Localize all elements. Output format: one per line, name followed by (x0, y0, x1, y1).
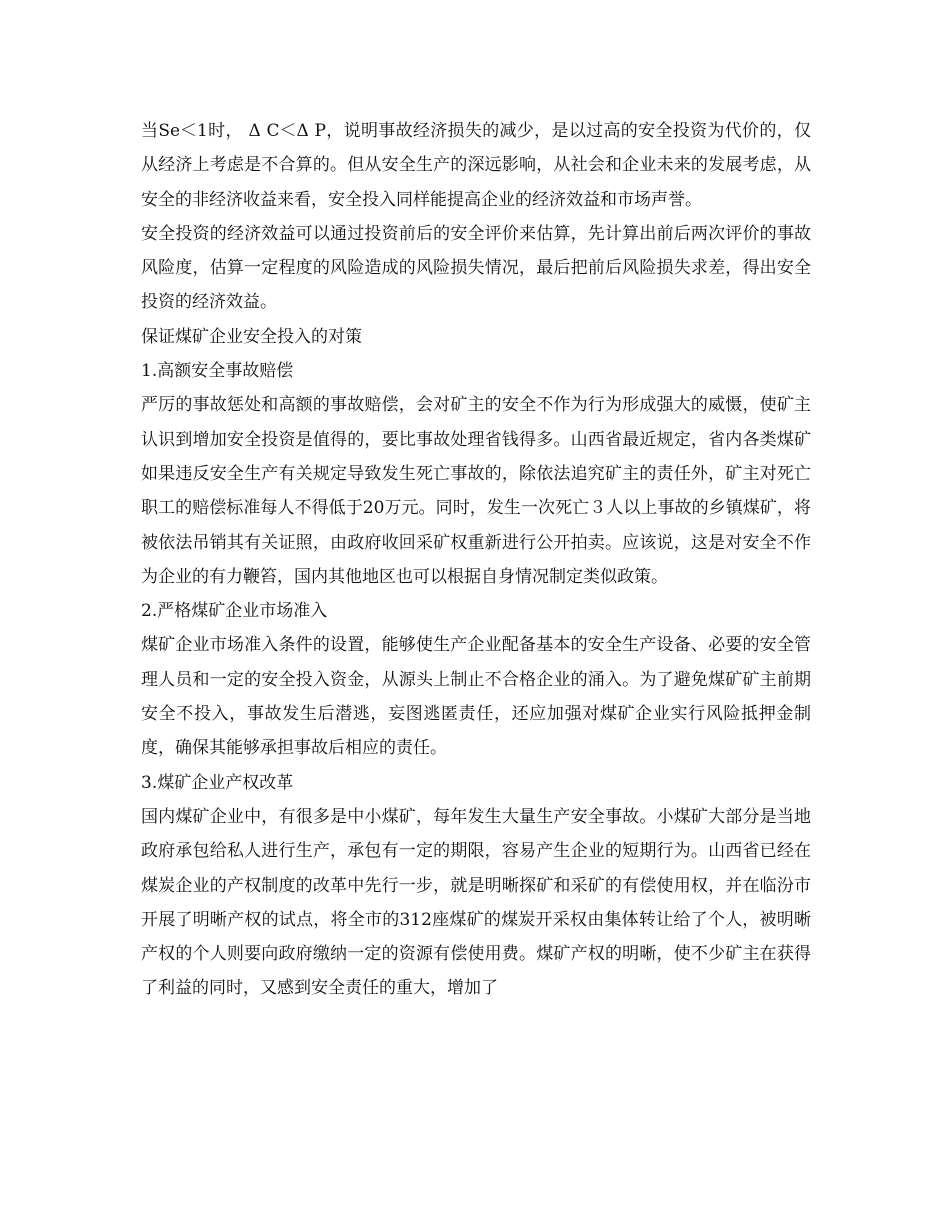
paragraph-investment-evaluation: 安全投资的经济效益可以通过投资前后的安全评价来估算，先计算出前后两次评价的事故风险度，估算一定程度的风险造成的风险损失情况，最后把前后风险损失求差，得出安全投资的经济效益。 (141, 223, 811, 313)
paragraph-safety-roi: 当Se＜1时， Δ C＜Δ P，说明事故经济损失的减少，是以过高的安全投资为代价的，仅从经济上考虑是不合算的。但从安全生产的深远影响，从社会和企业未来的发展考虑，从安全的非经济收益来看，安全投入同样能提高企业的经济效益和市场声誉。 (141, 121, 811, 210)
subheading-accident-compensation: 1.高额安全事故赔偿 (141, 361, 294, 382)
section-heading-countermeasures: 保证煤矿企业安全投入的对策 (141, 326, 362, 347)
paragraph-market-access: 煤矿企业市场准入条件的设置，能够使生产企业配备基本的安全生产设备、必要的安全管理人员和一定的安全投入资金，从源头上制止不合格企业的涌入。为了避免煤矿矿主前期安全不投入，事故发生后潜逃，妄图逃匿责任，还应加强对煤矿企业实行风险抵押金制度，确保其能够承担事故后相应的责任。 (141, 635, 811, 759)
document-body (141, 114, 811, 1006)
subheading-property-reform: 3.煤矿企业产权改革 (141, 772, 294, 793)
subheading-market-access: 2.严格煤矿企业市场准入 (141, 601, 328, 622)
paragraph-accident-compensation: 严厉的事故惩处和高额的事故赔偿，会对矿主的安全不作为行为形成强大的威慑，使矿主认识到增加安全投资是值得的，要比事故处理省钱得多。山西省最近规定，省内各类煤矿如果违反安全生产有关规定导致发生死亡事故的，除依法追究矿主的责任外，矿主对死亡职工的赔偿标准每人不得低于20万元。同时，发生一次死亡３人以上事故的乡镇煤矿，将被依法吊销其有关证照，由政府收回采矿权重新进行公开拍卖。应该说，这是对安全不作为企业的有力鞭笞，国内其他地区也可以根据自身情况制定类似政策。 (141, 395, 811, 587)
paragraph-property-reform: 国内煤矿企业中，有很多是中小煤矿，每年发生大量生产安全事故。小煤矿大部分是当地政府承包给私人进行生产，承包有一定的期限，容易产生企业的短期行为。山西省已经在煤炭企业的产权制度的改革中先行一步，就是明晰探矿和采矿的有偿使用权，并在临汾市开展了明晰产权的试点，将全市的312座煤矿的煤炭开采权由集体转让给了个人，被明晰产权的个人则要向政府缴纳一定的资源有偿使用费。煤矿产权的明晰，使不少矿主在获得了利益的同时，又感到安全责任的重大，增加了 (141, 806, 811, 999)
